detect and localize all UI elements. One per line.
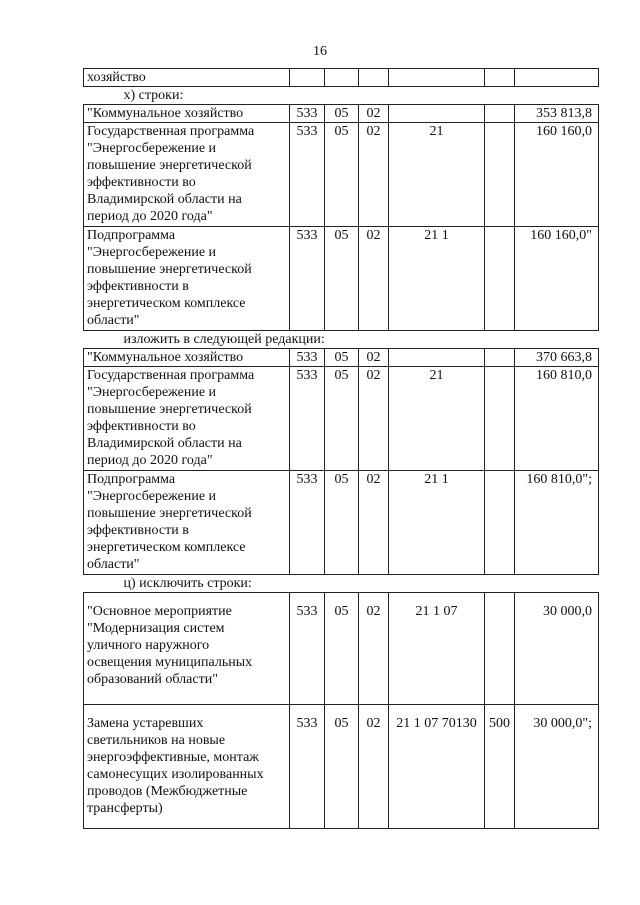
row-name: Замена устаревших светильников на новые энергоэффективные, монтаж самонесущих изолированных проводов (Межбюджетные трансферты) (84, 705, 290, 829)
row-name: "Основное мероприятие "Модернизация систем уличного наружного освещения муниципальных образований области" (84, 593, 290, 705)
table-row (84, 123, 599, 227)
caption-exclude: ц) исключить строки: (84, 575, 599, 593)
admin-code: 533 (290, 593, 325, 705)
expense-type (485, 227, 515, 331)
subsection-code: 02 (359, 123, 389, 227)
amount: 30 000,0"; (515, 705, 599, 829)
table-row (84, 367, 599, 471)
caption-x: х) строки: (84, 87, 599, 105)
target-code: 21 (389, 123, 485, 227)
expense-type (485, 123, 515, 227)
section-new (84, 349, 599, 575)
amount: 370 663,8 (515, 349, 599, 367)
target-code (389, 349, 485, 367)
section-code: 05 (325, 105, 359, 123)
amount: 353 813,8 (515, 105, 599, 123)
caption-replace: изложить в следующей редакции: (84, 331, 599, 349)
target-code: 21 (389, 367, 485, 471)
subsection-code: 02 (359, 105, 389, 123)
table-row (84, 69, 599, 87)
expense-type (485, 105, 515, 123)
admin-code: 533 (290, 705, 325, 829)
row-name: "Коммунальное хозяйство (84, 105, 290, 123)
table-row (84, 471, 599, 575)
subsection-code: 02 (359, 227, 389, 331)
section-code: 05 (325, 227, 359, 331)
budget-table (83, 68, 599, 829)
section-code: 05 (325, 349, 359, 367)
subsection-code: 02 (359, 593, 389, 705)
admin-code: 533 (290, 471, 325, 575)
subsection-code: 02 (359, 367, 389, 471)
subsection-code: 02 (359, 705, 389, 829)
target-code: 21 1 07 70130 (389, 705, 485, 829)
admin-code: 533 (290, 349, 325, 367)
subsection-code: 02 (359, 471, 389, 575)
expense-type (485, 471, 515, 575)
expense-type: 500 (485, 705, 515, 829)
row-name: Государственная программа "Энергосбережение и повышение энергетической эффективности во Владимирской области на период до 2020 года" (84, 123, 290, 227)
section-exclude (84, 593, 599, 829)
row-name: Подпрограмма "Энергосбережение и повышение энергетической эффективности в энергетическом комплексе области" (84, 471, 290, 575)
expense-type (485, 593, 515, 705)
row-name: хозяйство (84, 69, 290, 87)
amount: 160 160,0 (515, 123, 599, 227)
table-row (84, 349, 599, 367)
row-name: Подпрограмма "Энергосбережение и повышение энергетической эффективности в энергетическом комплексе области" (84, 227, 290, 331)
admin-code: 533 (290, 123, 325, 227)
table-row (84, 227, 599, 331)
table-row (84, 593, 599, 705)
target-code: 21 1 (389, 471, 485, 575)
section-code: 05 (325, 471, 359, 575)
row-name: "Коммунальное хозяйство (84, 349, 290, 367)
amount: 160 810,0 (515, 367, 599, 471)
admin-code: 533 (290, 227, 325, 331)
amount: 160 160,0" (515, 227, 599, 331)
admin-code: 533 (290, 105, 325, 123)
section-code: 05 (325, 593, 359, 705)
target-code (389, 105, 485, 123)
expense-type (485, 367, 515, 471)
caption-row (84, 575, 599, 593)
subsection-code: 02 (359, 349, 389, 367)
page-number: 16 (313, 44, 327, 59)
admin-code: 533 (290, 367, 325, 471)
section-code: 05 (325, 123, 359, 227)
amount: 160 810,0"; (515, 471, 599, 575)
table-row (84, 105, 599, 123)
section-code: 05 (325, 367, 359, 471)
target-code: 21 1 07 (389, 593, 485, 705)
expense-type (485, 349, 515, 367)
row-name: Государственная программа "Энергосбережение и повышение энергетической эффективности во Владимирской области на период до 2020 года" (84, 367, 290, 471)
table-row (84, 705, 599, 829)
target-code: 21 1 (389, 227, 485, 331)
section-code: 05 (325, 705, 359, 829)
caption-row (84, 87, 599, 105)
section-x (84, 105, 599, 331)
amount: 30 000,0 (515, 593, 599, 705)
caption-row (84, 331, 599, 349)
